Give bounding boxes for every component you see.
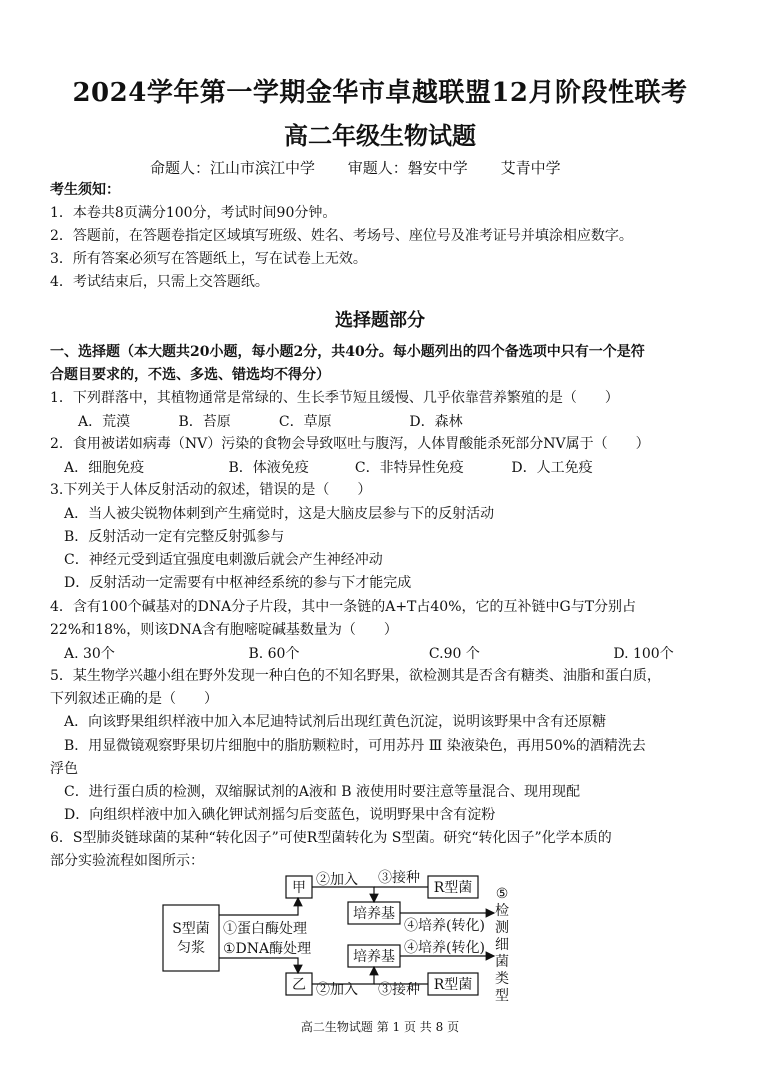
yi-label: 乙: [292, 977, 306, 993]
q4-option-a: A. 30个: [64, 646, 115, 662]
reviewer: 审题人：磐安中学: [347, 159, 468, 177]
q6-stem-line: 部分实验流程如图所示：: [50, 853, 204, 869]
q2-option-d: D．人工免疫: [511, 460, 593, 476]
jia-label: 甲: [292, 880, 306, 896]
culture-label-top: ④培养(转化): [404, 918, 485, 934]
q5-option-c: C．进行蛋白质的检测，双缩脲试剂的A液和 B 液使用时要注意等量混合、现用现配: [64, 784, 581, 800]
q4-stem-line: 4．含有100个碱基对的DNA分子片段，其中一条链的A+T占40%，它的互补链中G与T分别占: [50, 599, 637, 615]
add-label-bottom: ②加入: [316, 982, 358, 998]
instruction-line: 合题目要求的，不选、多选、错选均不得分）: [50, 367, 330, 383]
s-strain-homogenate-box: [163, 905, 219, 971]
notice-item: 4．考试结束后，只需上交答题纸。: [50, 274, 269, 290]
r-strain-label-bottom: R型菌: [433, 977, 473, 993]
inoculate-label-bottom: ③接种: [378, 982, 420, 998]
q4-option-b: B. 60个: [248, 646, 300, 662]
r-strain-label-top: R型菌: [433, 880, 473, 896]
svg-text:类: 类: [495, 971, 509, 987]
svg-text:型: 型: [495, 988, 509, 1004]
svg-text:⑤: ⑤: [495, 886, 509, 902]
q1-stem: 1．下列群落中，其植物通常是常绿的、生长季节短且缓慢、几乎依靠营养繁殖的是（ ）: [50, 390, 619, 406]
medium-label-bottom: 培养基: [353, 949, 395, 965]
q4-option-c: C.90 个: [428, 646, 480, 662]
homogenate-label: 匀浆: [177, 940, 205, 956]
q4-option-d: D. 100个: [613, 646, 674, 662]
svg-text:细: 细: [495, 937, 509, 953]
dnase-treatment-label: ①DNA酶处理: [223, 941, 312, 957]
q5-option-b: B．用显微镜观察野果切片细胞中的脂肪颗粒时，可用苏丹 Ⅲ 染液染色，再用50%的酒精洗去: [64, 738, 646, 754]
svg-text:菌: 菌: [495, 954, 509, 970]
instruction-line: 一、选择题（本大题共20小题，每小题2分，共40分。每小题列出的四个备选项中只有一个是符: [50, 344, 645, 360]
q1-option-b: B．苔原: [178, 414, 231, 430]
q2-option-b: B．体液免疫: [228, 460, 309, 476]
exam-title: 2024学年第一学期金华市卓越联盟12月阶段性联考: [72, 78, 688, 108]
q3-stem: 3.下列关于人体反射活动的叙述，错误的是（ ）: [50, 482, 372, 498]
q2-stem: 2．食用被诺如病毒（NV）污染的食物会导致呕吐与腹泻，人体胃酸能杀死部分NV属于（ ）: [50, 436, 650, 452]
q5-stem-line: 5．某生物学兴趣小组在野外发现一种白色的不知名野果，欲检测其是否含有糖类、油脂和蛋白质，: [50, 668, 661, 684]
reviewer-2: 艾青中学: [500, 159, 561, 177]
exam-subtitle: 高二年级生物试题: [284, 121, 476, 150]
notice-item: 1．本卷共8页满分100分，考试时间90分钟。: [50, 205, 337, 221]
q1-option-a: A．荒漠: [78, 414, 131, 430]
q1-option-d: D．森林: [409, 414, 463, 430]
culture-label-bottom: ④培养(转化): [404, 940, 485, 956]
q3-option-d: D．反射活动一定需要有中枢神经系统的参与下才能完成: [64, 575, 412, 591]
q5-stem-line: 下列叙述正确的是（ ）: [50, 691, 218, 707]
q5-option-d: D．向组织样液中加入碘化钾试剂摇匀后变蓝色，说明野果中含有淀粉: [64, 807, 496, 823]
medium-label-top: 培养基: [353, 906, 395, 922]
q1-option-c: C．草原: [278, 414, 332, 430]
page-footer: 高二生物试题 第 1 页 共 8 页: [300, 1020, 460, 1034]
q3-option-b: B．反射活动一定有完整反射弧参与: [64, 529, 285, 545]
notice-item: 2．答题前，在答题卷指定区域填写班级、姓名、考场号、座位号及准考证号并填涂相应数字。: [50, 228, 633, 244]
add-label-top: ②加入: [316, 872, 358, 888]
setter: 命题人：江山市滨江中学: [150, 159, 316, 177]
detect-vertical-label: [495, 886, 509, 1004]
q2-option-c: C．非特异性免疫: [354, 460, 464, 476]
q6-stem-line: 6．S型肺炎链球菌的某种“转化因子”可使R型菌转化为 S型菌。研究“转化因子”化学本质的: [50, 830, 612, 846]
section-title: 选择题部分: [335, 310, 425, 331]
svg-text:测: 测: [495, 920, 509, 936]
q5-option-b-cont: 浮色: [50, 761, 78, 777]
notice-item: 3．所有答案必须写在答题纸上，写在试卷上无效。: [50, 251, 367, 267]
svg-text:检: 检: [495, 903, 509, 919]
q4-stem-line: 22%和18%，则该DNA含有胞嘧啶碱基数量为（ ）: [50, 622, 398, 638]
q2-option-a: A．细胞免疫: [64, 460, 145, 476]
q5-option-a: A．向该野果组织样液中加入本尼迪特试剂后出现红黄色沉淀，说明该野果中含有还原糖: [64, 714, 607, 730]
q3-option-c: C．神经元受到适宜强度电刺激后就会产生神经冲动: [64, 552, 383, 568]
notice-heading: 考生须知：: [50, 182, 120, 198]
inoculate-label-top: ③接种: [378, 870, 420, 886]
q3-option-a: A．当人被尖锐物体刺到产生痛觉时，这是大脑皮层参与下的反射活动: [64, 506, 495, 522]
protease-treatment-label: ①蛋白酶处理: [223, 921, 307, 937]
s-strain-label: S型菌: [172, 921, 210, 937]
